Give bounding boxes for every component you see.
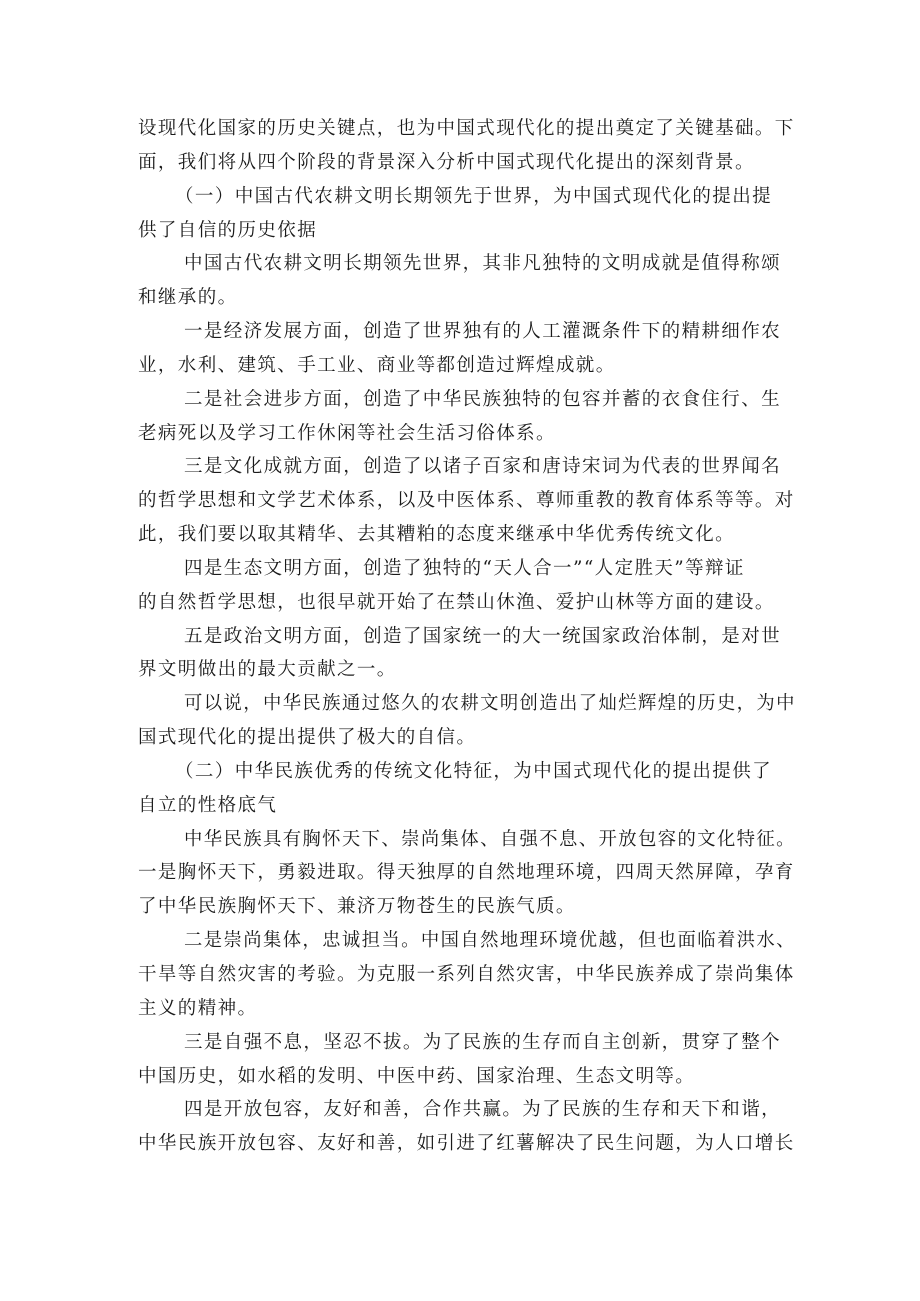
- section-heading-1: （一）中国古代农耕文明长期领先于世界，为中国式现代化的提出提: [175, 186, 773, 207]
- body-text-line: 一是经济发展方面，创造了世界独有的人工灌溉条件下的精耕细作农: [184, 321, 782, 342]
- section-heading-2-cont: 自立的性格底气: [138, 795, 278, 816]
- body-text-line: 中华民族开放包容、友好和善，如引进了红薯解决了民生问题，为人口增长: [138, 1133, 795, 1154]
- body-text-line: 此，我们要以取其精华、去其糟粕的态度来继承中华优秀传统文化。: [138, 524, 736, 545]
- body-text-line: 四是生态文明方面，创造了独特的“天人合一”“人定胜天”等辩证: [184, 558, 745, 579]
- body-text-line: 业，水利、建筑、手工业、商业等都创造过辉煌成就。: [138, 355, 616, 376]
- body-text-line: 设现代化国家的历史关键点，也为中国式现代化的提出奠定了关键基础。下: [138, 118, 795, 139]
- body-text-line: 面，我们将从四个阶段的背景深入分析中国式现代化提出的深刻背景。: [138, 152, 755, 173]
- body-text-line: 四是开放包容，友好和善，合作共赢。为了民族的生存和天下和谐，: [184, 1099, 782, 1120]
- body-text-line: 的哲学思想和文学艺术体系，以及中医体系、尊师重教的教育体系等等。对: [138, 490, 795, 511]
- body-text-line: 三是文化成就方面，创造了以诸子百家和唐诗宋词为代表的世界闻名: [184, 456, 782, 477]
- body-text-line: 老病死以及学习工作休闲等社会生活习俗体系。: [138, 423, 556, 444]
- body-text-line: 界文明做出的最大贡献之一。: [138, 659, 397, 680]
- body-text-line: 中国历史，如水稻的发明、中医中药、国家治理、生态文明等。: [138, 1066, 696, 1087]
- body-text-line: 二是崇尚集体，忠诚担当。中国自然地理环境优越，但也面临着洪水、: [184, 930, 796, 951]
- body-text-line: 和继承的。: [138, 287, 238, 308]
- body-text-line: 国式现代化的提出提供了极大的自信。: [138, 727, 477, 748]
- body-text-line: 三是自强不息，坚忍不拔。为了民族的生存而自主创新，贯穿了整个: [184, 1032, 782, 1053]
- body-text-line: 了中华民族胸怀天下、兼济万物苍生的民族气质。: [138, 896, 576, 917]
- body-text-line: 一是胸怀天下，勇毅进取。得天独厚的自然地理环境，四周天然屏障，孕育: [138, 862, 795, 883]
- section-heading-1-cont: 供了自信的历史依据: [138, 220, 318, 241]
- body-text-line: 干旱等自然灾害的考验。为克服一系列自然灾害，中华民族养成了崇尚集体: [138, 964, 795, 985]
- body-text-line: 可以说，中华民族通过悠久的农耕文明创造出了灿烂辉煌的历史，为中: [184, 693, 796, 714]
- body-text-line: 中国古代农耕文明长期领先世界，其非凡独特的文明成就是值得称颂: [184, 253, 782, 274]
- body-text-line: 五是政治文明方面，创造了国家统一的大一统国家政治体制，是对世: [184, 626, 782, 647]
- section-heading-2: （二）中华民族优秀的传统文化特征，为中国式现代化的提出提供了: [175, 761, 773, 782]
- body-text-line: 的自然哲学思想，也很早就开始了在禁山休渔、爱护山林等方面的建设。: [138, 592, 775, 613]
- body-text-line: 二是社会进步方面，创造了中华民族独特的包容并蓄的衣食住行、生: [184, 389, 782, 410]
- body-text-line: 中华民族具有胸怀天下、崇尚集体、自强不息、开放包容的文化特征。: [184, 829, 796, 850]
- body-text-line: 主义的精神。: [138, 998, 258, 1019]
